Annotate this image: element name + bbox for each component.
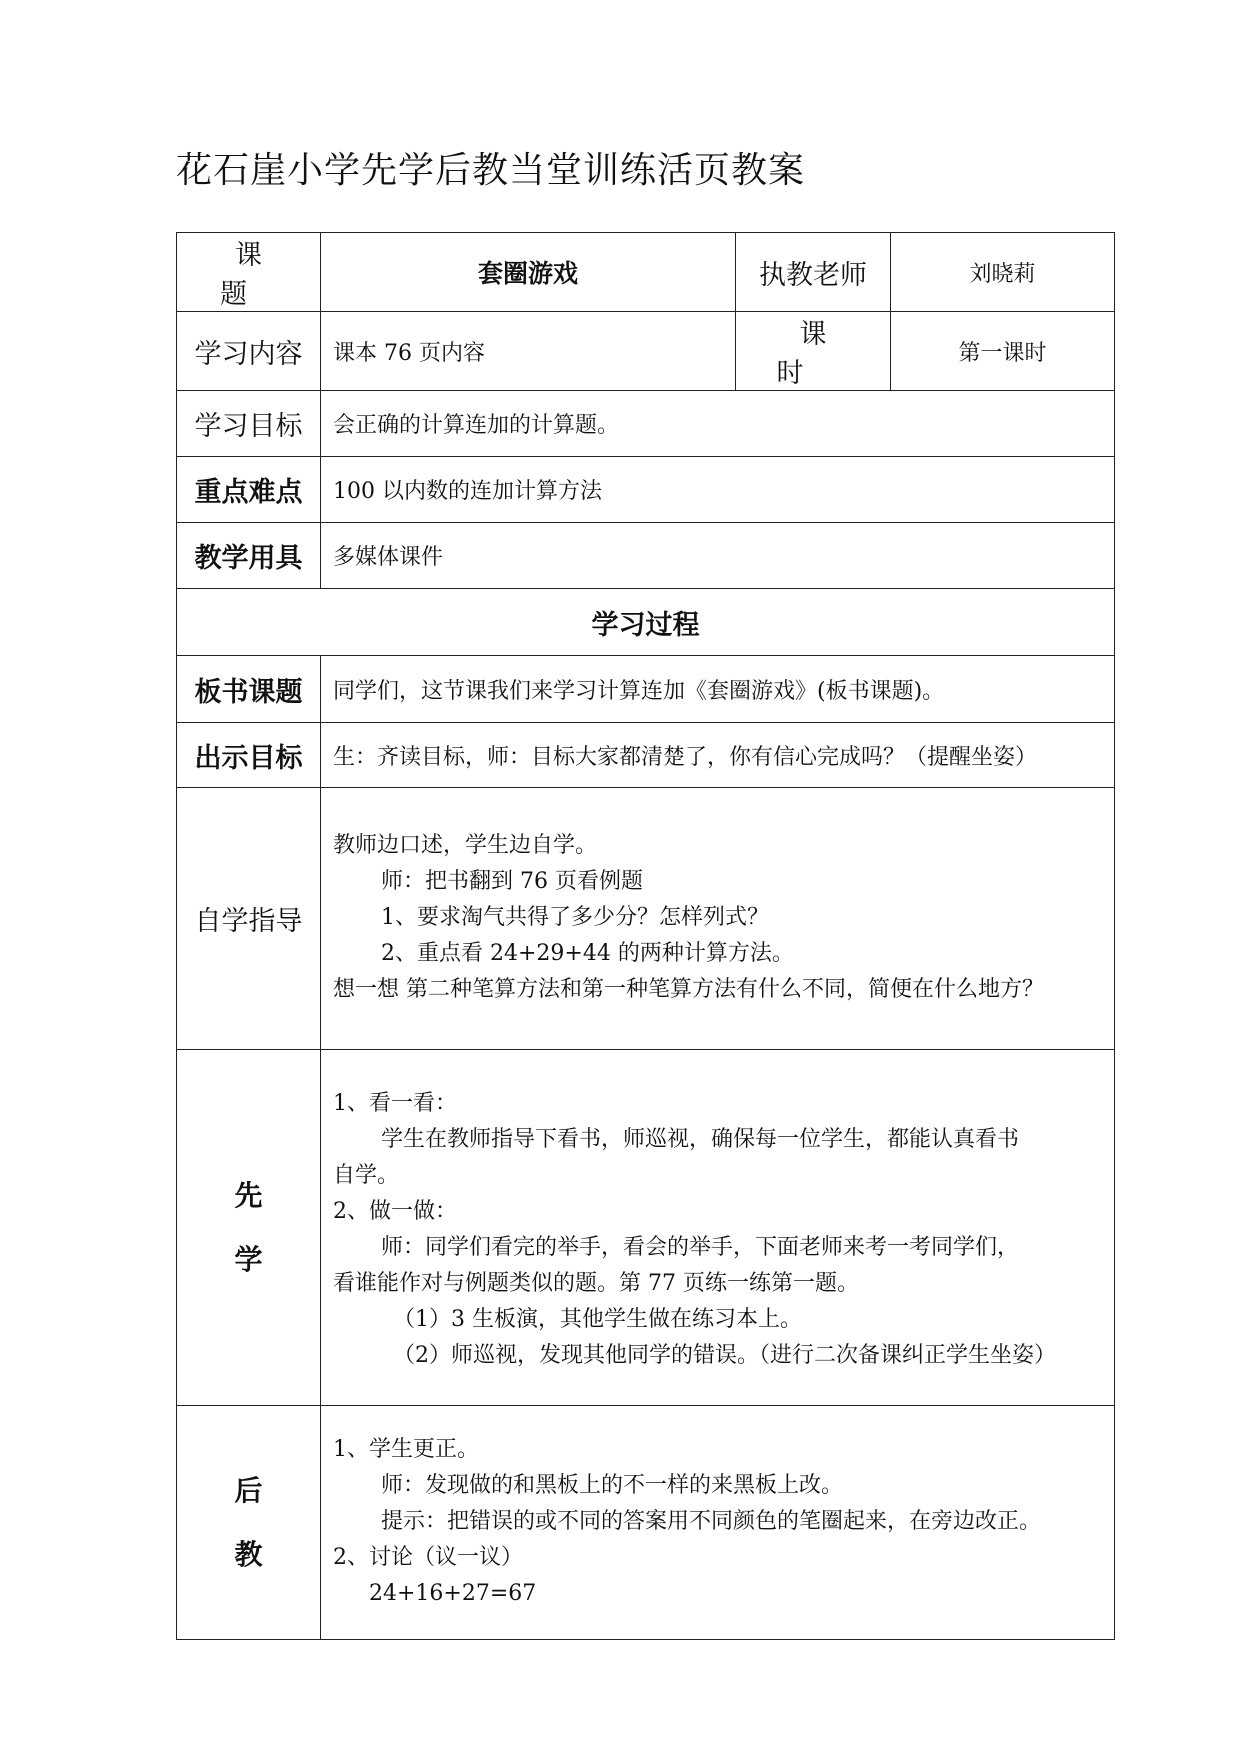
learn-line: 学生在教师指导下看书，师巡视，确保每一位学生，都能认真看书 — [381, 1127, 1020, 1152]
teacher-label: 执教老师 — [736, 233, 891, 312]
goal-value: 会正确的计算连加的计算题。 — [321, 391, 1115, 457]
period-value: 第一课时 — [891, 312, 1115, 391]
process-heading: 学习过程 — [177, 589, 1115, 656]
row-board — [177, 656, 1115, 723]
learn-label — [177, 1050, 321, 1406]
content-value: 课本 76 页内容 — [321, 312, 736, 391]
row-content — [177, 312, 1115, 391]
row-show — [177, 723, 1115, 788]
learn-line: 1、看一看： — [333, 1091, 457, 1116]
teach-line: 提示：把错误的或不同的答案用不同颜色的笔圈起来，在旁边改正。 — [381, 1509, 1042, 1534]
goal-label: 学习目标 — [177, 391, 321, 457]
learn-label-char: 先 — [234, 1178, 263, 1212]
guide-line: 2、重点看 24+29+44 的两种计算方法。 — [381, 941, 794, 966]
row-process-heading — [177, 589, 1115, 656]
page-title: 花石崖小学先学后教当堂训练活页教案 — [176, 150, 806, 191]
guide-line: 教师边口述，学生边自学。 — [333, 833, 598, 858]
guide-content — [321, 788, 1115, 1050]
learn-line: 2、做一做： — [333, 1199, 457, 1224]
teach-line: 2、讨论（议一议） — [333, 1545, 523, 1570]
board-label: 板书课题 — [177, 656, 321, 723]
learn-line: 看谁能作对与例题类似的题。第 77 页练一练第一题。 — [333, 1271, 859, 1296]
row-tools — [177, 523, 1115, 589]
teach-line: 24+16+27=67 — [369, 1581, 537, 1606]
content-label: 学习内容 — [177, 312, 321, 391]
focus-label: 重点难点 — [177, 457, 321, 523]
topic-label: 课题 — [177, 233, 321, 312]
row-focus — [177, 457, 1115, 523]
row-teach — [177, 1406, 1115, 1640]
row-topic — [177, 233, 1115, 312]
teach-line: 师：发现做的和黑板上的不一样的来黑板上改。 — [381, 1473, 844, 1498]
board-value: 同学们，这节课我们来学习计算连加《套圈游戏》(板书课题)。 — [321, 656, 1115, 723]
guide-line: 想一想 第二种笔算方法和第一种笔算方法有什么不同，简便在什么地方？ — [333, 977, 1044, 1002]
teach-content — [321, 1406, 1115, 1640]
focus-value: 100 以内数的连加计算方法 — [321, 457, 1115, 523]
topic-value: 套圈游戏 — [321, 233, 736, 312]
learn-line: 师：同学们看完的举手，看会的举手，下面老师来考一考同学们， — [381, 1235, 1020, 1260]
teach-label-char: 后 — [234, 1473, 263, 1507]
teach-line: 1、学生更正。 — [333, 1437, 479, 1462]
row-guide — [177, 788, 1115, 1050]
learn-line: （1）3 生板演，其他学生做在练习本上。 — [393, 1307, 802, 1332]
guide-label: 自学指导 — [177, 788, 321, 1050]
guide-line: 1、要求淘气共得了多少分？怎样列式？ — [381, 905, 769, 930]
lesson-plan-table — [176, 232, 1115, 1640]
learn-content — [321, 1050, 1115, 1406]
tools-value: 多媒体课件 — [321, 523, 1115, 589]
show-value: 生：齐读目标，师：目标大家都清楚了，你有信心完成吗？（提醒坐姿） — [321, 723, 1115, 788]
guide-line: 师：把书翻到 76 页看例题 — [381, 869, 643, 894]
teach-label — [177, 1406, 321, 1640]
period-label: 课时 — [736, 312, 891, 391]
learn-label-char: 学 — [234, 1242, 263, 1276]
row-learn — [177, 1050, 1115, 1406]
tools-label: 教学用具 — [177, 523, 321, 589]
teach-label-char: 教 — [234, 1537, 263, 1571]
row-goal — [177, 391, 1115, 457]
learn-line: 自学。 — [333, 1163, 400, 1188]
learn-line: （2）师巡视，发现其他同学的错误。（进行二次备课纠正学生坐姿） — [393, 1343, 1056, 1368]
show-label: 出示目标 — [177, 723, 321, 788]
teacher-value: 刘晓莉 — [891, 233, 1115, 312]
